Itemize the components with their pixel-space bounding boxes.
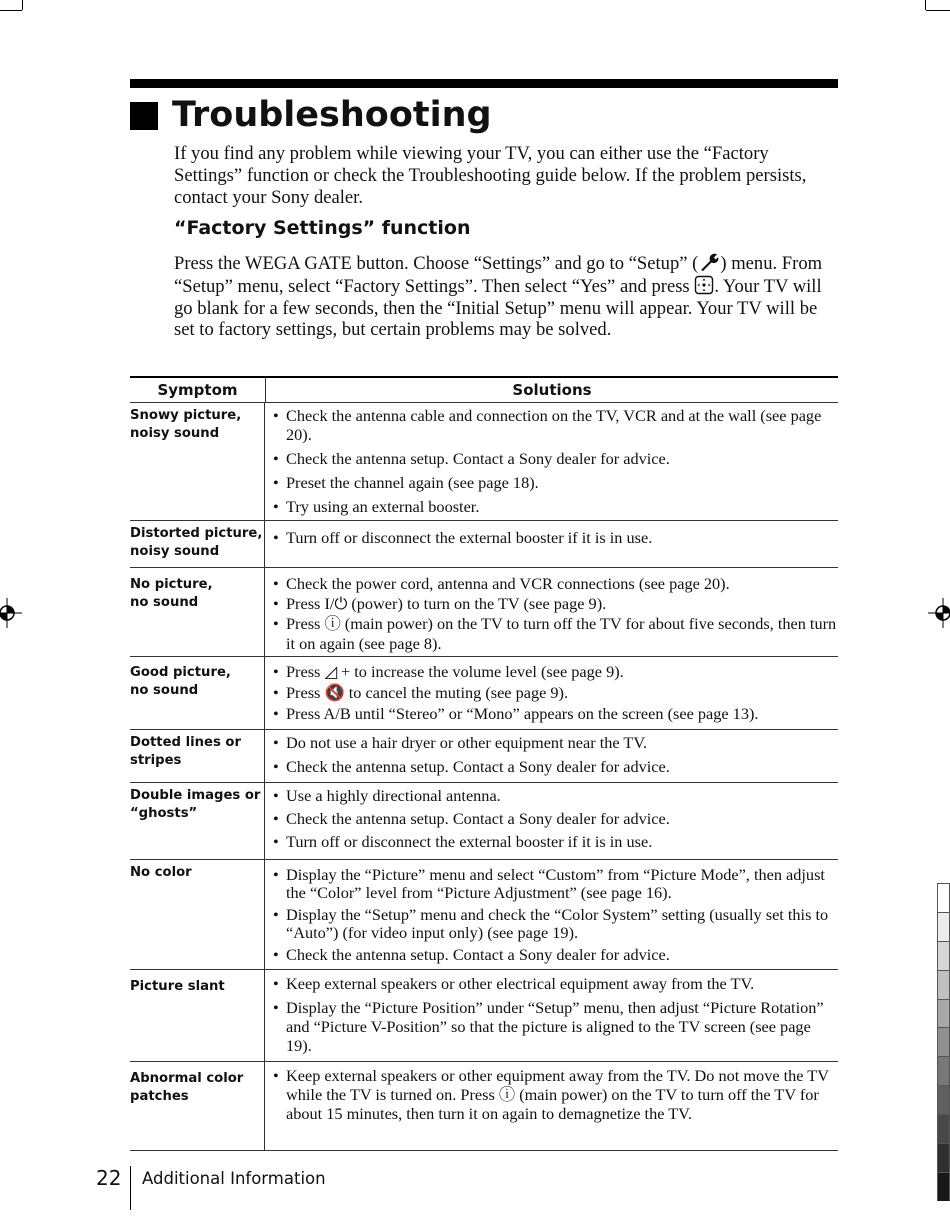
solutions-cell	[265, 1062, 838, 1150]
solution-item: • Turn off or disconnect the external booster if it is in use.	[273, 832, 838, 851]
page-number: 22	[96, 1166, 122, 1190]
symptom-line: no sound	[130, 594, 199, 610]
solution-item: • Display the “Picture Position” under “Setup” menu, then adjust “Picture Rotation” and “Picture V-Position” so that the picture is aligned to the TV screen (see page 19).	[273, 998, 838, 1055]
symptom-cell	[130, 730, 265, 782]
solution-item: • Press 🔇 to cancel the muting (see page 9).	[273, 682, 838, 703]
solutions-cell	[265, 783, 838, 859]
symptom-line: patches	[130, 1088, 189, 1104]
gray-scale-strip	[937, 883, 950, 1201]
symptom-line: Abnormal color	[130, 1071, 244, 1086]
solutions-cell	[265, 521, 838, 567]
solution-item: • Press A/B until “Stereo” or “Mono” appears on the screen (see page 13).	[273, 703, 838, 724]
symptom-cell	[130, 1062, 265, 1150]
table-row	[130, 521, 838, 568]
symptom-cell	[130, 568, 265, 656]
solution-item: • Check the antenna setup. Contact a Sony dealer for advice.	[273, 757, 838, 776]
column-header-symptom: Symptom	[130, 378, 266, 402]
symptom-line: No picture,	[130, 577, 213, 592]
solutions-cell	[265, 657, 838, 729]
solution-item: • Keep external speakers or other electrical equipment away from the TV.	[273, 974, 838, 993]
solution-item: • Keep external speakers or other equipment away from the TV. Do not move the TV while the TV is turned on. Press ⓘ (main power) on the TV to turn off the TV for about 15 minutes, then turn it on again to demagnetize the TV.	[273, 1066, 838, 1123]
symptom-line: Double images or	[130, 788, 261, 803]
table-row	[130, 970, 838, 1062]
table-row	[130, 783, 838, 860]
ok-button-icon	[694, 275, 714, 295]
symptom-line: No color	[130, 865, 192, 880]
factory-settings-text	[174, 252, 838, 341]
table-row	[130, 403, 838, 521]
solutions-cell	[265, 403, 838, 520]
solution-item: • Use a highly directional antenna.	[273, 786, 838, 805]
intro-paragraph: If you find any problem while viewing your TV, you can either use the “Factory Settings” function or check the Troubleshooting guide below. If the problem persists, contact your Sony dealer.	[174, 143, 807, 208]
symptom-line: Distorted picture,	[130, 526, 263, 541]
column-header-solutions: Solutions	[512, 381, 592, 399]
factory-text-part-1: Press the WEGA GATE button. Choose “Settings” and go to “Setup” (	[174, 253, 699, 274]
solution-item: • Check the antenna setup. Contact a Sony dealer for advice.	[273, 449, 838, 468]
symptom-line: Dotted lines or	[130, 735, 241, 750]
symptom-line: noisy sound	[130, 543, 220, 559]
symptom-line: no sound	[130, 682, 199, 698]
symptom-cell	[130, 970, 265, 1061]
symptom-line: “ghosts”	[130, 805, 198, 821]
solution-item: • Press I/⏻ (power) to turn on the TV (see page 9).	[273, 594, 838, 614]
factory-text-part-2: ) menu. From “Setup” menu, select “Factory Settings”. Then select “Yes” and press	[174, 253, 823, 297]
symptom-cell	[130, 783, 265, 859]
troubleshooting-table	[130, 376, 838, 1151]
crop-mark-top-left-vertical	[22, 0, 23, 10]
solution-item: • Press ⓘ (main power) on the TV to turn off the TV for about five seconds, then turn it on again (see page 8).	[273, 614, 838, 654]
table-row	[130, 657, 838, 730]
table-row	[130, 1062, 838, 1151]
solutions-cell	[265, 730, 838, 782]
solutions-cell	[265, 970, 838, 1061]
symptom-line: Picture slant	[130, 979, 225, 994]
symptom-line: Good picture,	[130, 665, 231, 680]
symptom-line: noisy sound	[130, 425, 220, 441]
solution-item: • Press ◿ + to increase the volume level (see page 9).	[273, 661, 838, 682]
solution-item: • Preset the channel again (see page 18).	[273, 473, 838, 492]
factory-settings-heading: “Factory Settings” function	[174, 217, 471, 239]
solution-item: • Check the antenna setup. Contact a Sony dealer for advice.	[273, 946, 838, 964]
table-row	[130, 568, 838, 657]
page-title	[130, 92, 850, 138]
symptom-line: Snowy picture,	[130, 408, 242, 423]
top-rule	[130, 79, 838, 88]
crop-mark-top-right	[926, 0, 950, 11]
table-row	[130, 860, 838, 970]
symptom-cell	[130, 860, 265, 969]
crop-mark-top-left	[0, 0, 22, 11]
solution-item: • Check the antenna setup. Contact a Sony dealer for advice.	[273, 809, 838, 828]
solutions-cell	[265, 568, 838, 656]
solution-item: • Turn off or disconnect the external booster if it is in use.	[273, 528, 838, 547]
solutions-cell	[265, 860, 838, 969]
solution-item: • Display the “Picture” menu and select “Custom” from “Picture Mode”, then adjust the “Color” level from “Picture Adjustment” (see page 16).	[273, 866, 838, 901]
heading-square-icon	[130, 102, 158, 130]
wrench-icon	[698, 252, 720, 272]
symptom-line: stripes	[130, 752, 182, 768]
registration-mark-right	[928, 598, 950, 628]
factory-text-part-3: . Your TV will go blank for a few seconds, then the “Initial Setup” menu will appear. Your TV will be set to factory settings, but certain problems may be solved.	[174, 275, 822, 341]
solution-item: • Check the antenna cable and connection on the TV, VCR and at the wall (see page 20).	[273, 406, 838, 444]
symptom-cell	[130, 521, 265, 567]
symptom-cell	[130, 403, 265, 520]
solution-item: • Do not use a hair dryer or other equipment near the TV.	[273, 733, 838, 752]
symptom-cell	[130, 657, 265, 729]
solution-item: • Display the “Setup” menu and check the “Color System” setting (usually set this to “Auto”) (for video input only) (see page 19).	[273, 906, 838, 941]
table-header	[130, 378, 838, 403]
solution-item: • Try using an external booster.	[273, 497, 838, 516]
footer-divider	[130, 1166, 131, 1210]
crop-mark-top-right-vertical	[925, 0, 926, 10]
registration-mark-left	[0, 598, 22, 628]
page-title-text: Troubleshooting	[172, 95, 492, 135]
footer-section-title: Additional Information	[142, 1169, 326, 1188]
table-row	[130, 730, 838, 783]
solution-item: • Check the power cord, antenna and VCR connections (see page 20).	[273, 574, 838, 594]
